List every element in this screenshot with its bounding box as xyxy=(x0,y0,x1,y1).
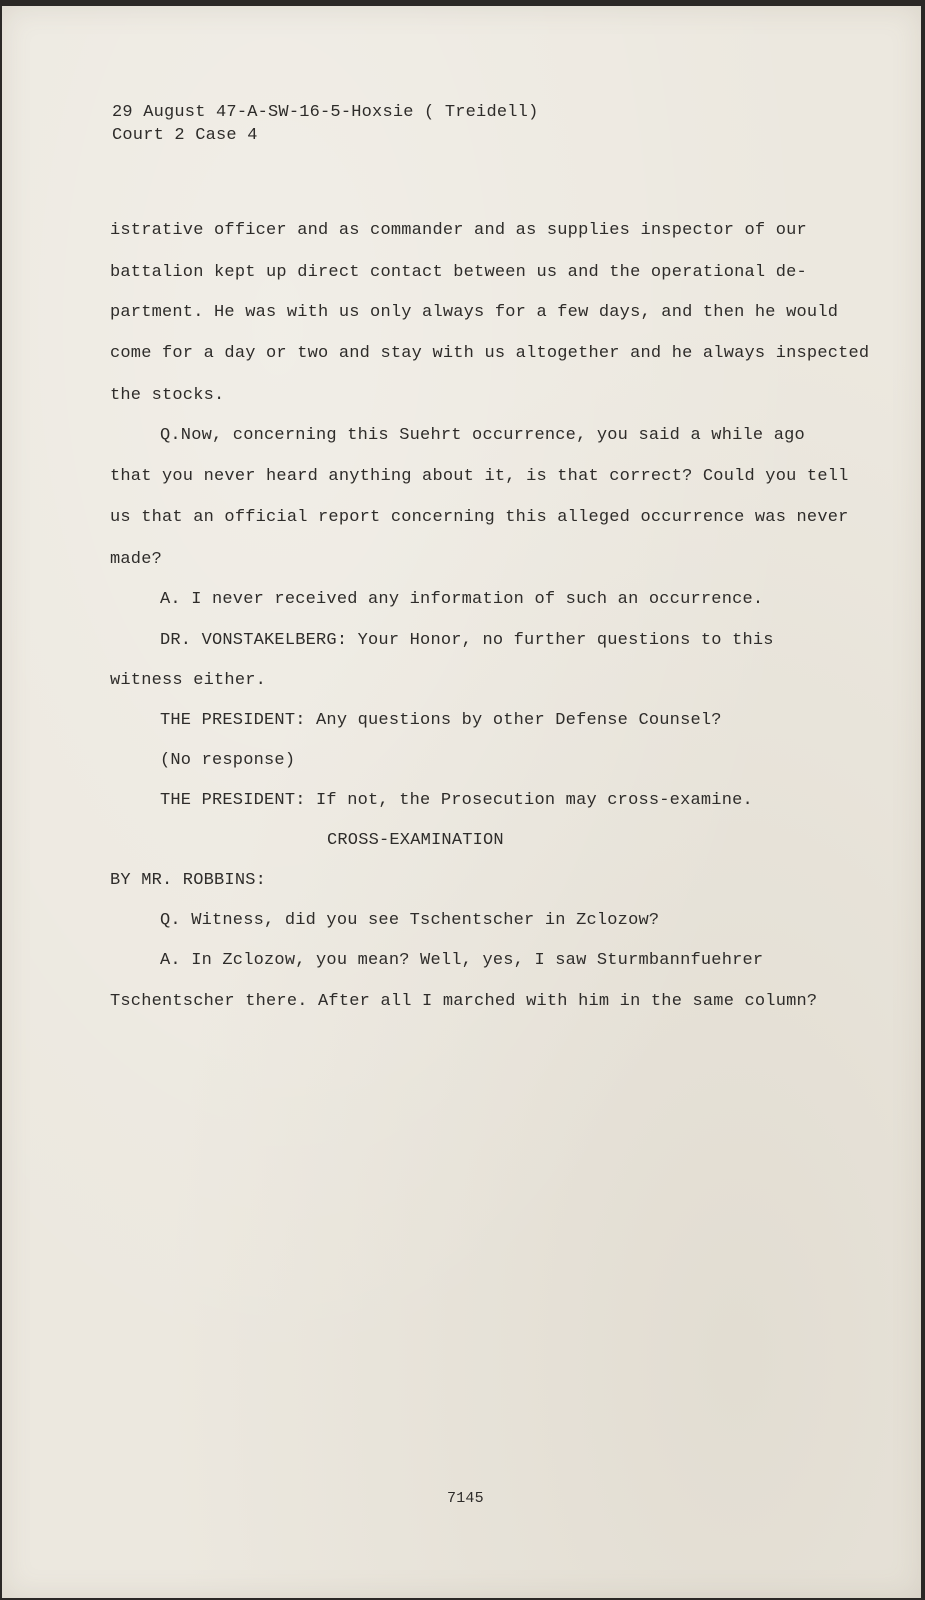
document-page xyxy=(2,6,921,1598)
body-line: us that an official report concerning this alleged occurrence was never xyxy=(110,508,849,527)
section-heading: CROSS-EXAMINATION xyxy=(327,831,504,850)
body-line: the stocks. xyxy=(110,386,225,405)
header-line-court: Court 2 Case 4 xyxy=(112,126,258,145)
body-line: battalion kept up direct contact between us and the operational de- xyxy=(110,263,807,282)
speaker-line: THE PRESIDENT: Any questions by other Defense Counsel? xyxy=(160,711,722,730)
body-line: that you never heard anything about it, is that correct? Could you tell xyxy=(110,467,849,486)
speaker-line: THE PRESIDENT: If not, the Prosecution may cross-examine. xyxy=(160,791,753,810)
body-line: made? xyxy=(110,550,163,569)
header-line-date-case: 29 August 47-A-SW-16-5-Hoxsie ( Treidell) xyxy=(112,103,539,122)
answer-line: A. In Zclozow, you mean? Well, yes, I saw Sturmbannfuehrer xyxy=(160,951,764,970)
body-line: witness either. xyxy=(110,671,267,690)
answer-line: A. I never received any information of such an occurrence. xyxy=(160,590,764,609)
page-number: 7145 xyxy=(447,1490,484,1507)
examiner-line: BY MR. ROBBINS: xyxy=(110,871,267,890)
speaker-line: DR. VONSTAKELBERG: Your Honor, no further questions to this xyxy=(160,631,774,650)
body-line: istrative officer and as commander and as supplies inspector of our xyxy=(110,221,807,240)
question-line: Q.Now, concerning this Suehrt occurrence, you said a while ago xyxy=(160,426,805,445)
body-line: partment. He was with us only always for a few days, and then he would xyxy=(110,303,839,322)
question-line: Q. Witness, did you see Tschentscher in Zclozow? xyxy=(160,911,660,930)
stage-direction: (No response) xyxy=(160,751,296,770)
body-line: come for a day or two and stay with us altogether and he always inspected xyxy=(110,344,870,363)
body-line: Tschentscher there. After all I marched with him in the same column? xyxy=(110,992,818,1011)
